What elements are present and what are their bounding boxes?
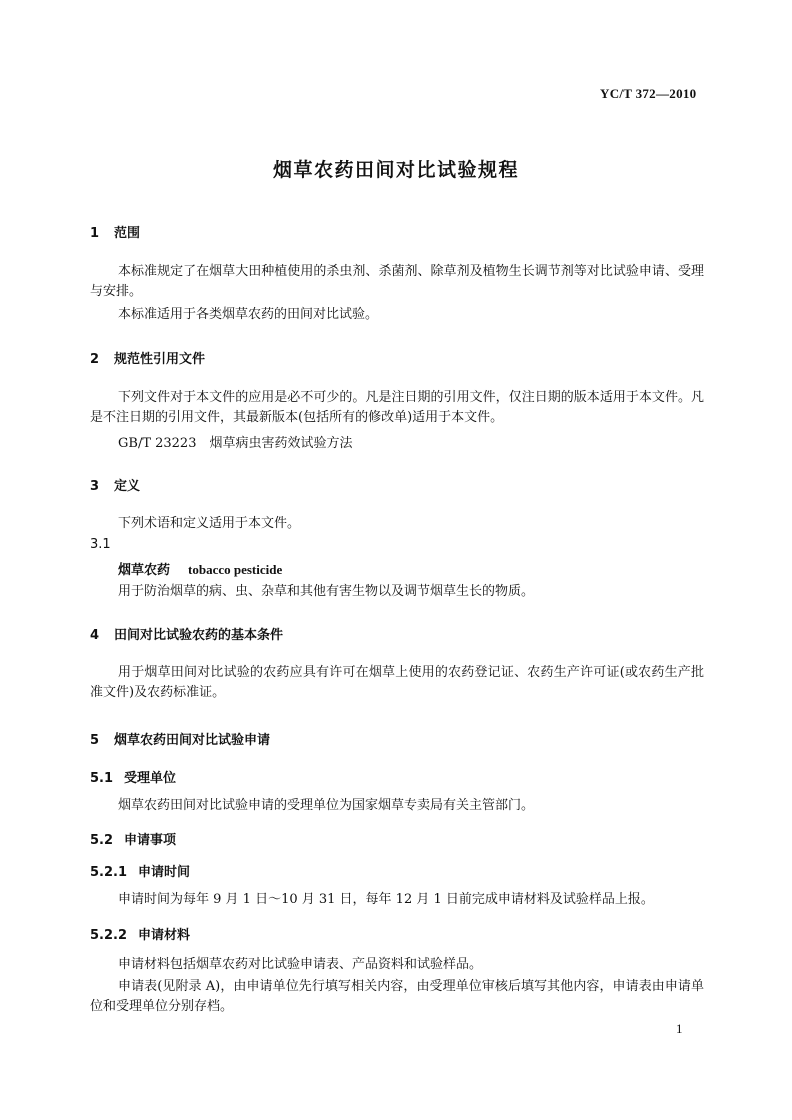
clause-title: 受理单位 [124, 771, 177, 786]
clause-title: 申请时间 [138, 865, 191, 880]
clause-5-2-2-paragraph-2: 申请表(见附录 A)，由申请单位先行填写相关内容，由受理单位审核后填写其他内容，申请表由申请单位和受理单位分别存档。 [90, 979, 704, 1014]
section-1-paragraph-1: 本标准规定了在烟草大田种植使用的杀虫剂、杀菌剂、除草剂及植物生长调节剂等对比试验申请、受理与安排。 [90, 264, 704, 299]
clause-5-2-2-heading [90, 924, 190, 943]
normative-reference: GB/T 23223 烟草病虫害药效试验方法 [118, 436, 353, 451]
clause-number: 5.2 [90, 833, 114, 848]
clause-title: 申请材料 [138, 928, 191, 943]
section-2-heading [90, 348, 205, 367]
section-title: 烟草农药田间对比试验申请 [114, 733, 271, 748]
clause-5-1-paragraph: 烟草农药田间对比试验申请的受理单位为国家烟草专卖局有关主管部门。 [118, 798, 535, 813]
section-1-paragraph-2: 本标准适用于各类烟草农药的田间对比试验。 [118, 307, 379, 322]
clause-5-2-2-paragraph-1: 申请材料包括烟草农药对比试验申请表、产品资料和试验样品。 [118, 957, 483, 972]
clause-number: 5.2.2 [90, 928, 128, 943]
clause-3-1-number: 3.1 [90, 537, 111, 552]
term-chinese: 烟草农药 [118, 563, 171, 578]
clause-number: 5.1 [90, 771, 114, 786]
section-number: 4 [90, 628, 100, 643]
term-english: tobacco pesticide [188, 562, 283, 577]
section-3-heading [90, 475, 140, 494]
section-4-paragraph-1: 用于烟草田间对比试验的农药应具有许可在烟草上使用的农药登记证、农药生产许可证(或农药生产批准文件)及农药标准证。 [90, 665, 704, 700]
clause-5-2-heading [90, 829, 176, 848]
section-number: 1 [90, 226, 100, 241]
section-4-heading [90, 624, 283, 643]
section-1-heading [90, 222, 140, 241]
section-title: 范围 [114, 226, 141, 241]
clause-title: 申请事项 [124, 833, 177, 848]
standard-code: YC/T 372—2010 [600, 86, 697, 101]
section-title: 定义 [114, 479, 141, 494]
term-definition: 用于防治烟草的病、虫、杂草和其他有害生物以及调节烟草生长的物质。 [118, 584, 535, 599]
clause-5-1-heading [90, 767, 176, 786]
section-number: 5 [90, 733, 100, 748]
section-3-paragraph-1: 下列术语和定义适用于本文件。 [118, 516, 301, 531]
section-number: 3 [90, 479, 100, 494]
document-title: 烟草农药田间对比试验规程 [272, 159, 519, 181]
clause-5-2-1-paragraph: 申请时间为每年 9 月 1 日～10 月 31 日，每年 12 月 1 日前完成申请材料及试验样品上报。 [118, 892, 654, 907]
page-number: 1 [676, 1021, 683, 1036]
term-entry [118, 559, 282, 578]
section-number: 2 [90, 352, 100, 367]
section-title: 田间对比试验农药的基本条件 [114, 628, 284, 643]
section-5-heading [90, 729, 270, 748]
section-title: 规范性引用文件 [114, 352, 206, 367]
clause-number: 5.2.1 [90, 865, 128, 880]
clause-5-2-1-heading [90, 861, 190, 880]
section-2-paragraph-1: 下列文件对于本文件的应用是必不可少的。凡是注日期的引用文件，仅注日期的版本适用于本文件。凡是不注日期的引用文件，其最新版本(包括所有的修改单)适用于本文件。 [90, 390, 704, 425]
